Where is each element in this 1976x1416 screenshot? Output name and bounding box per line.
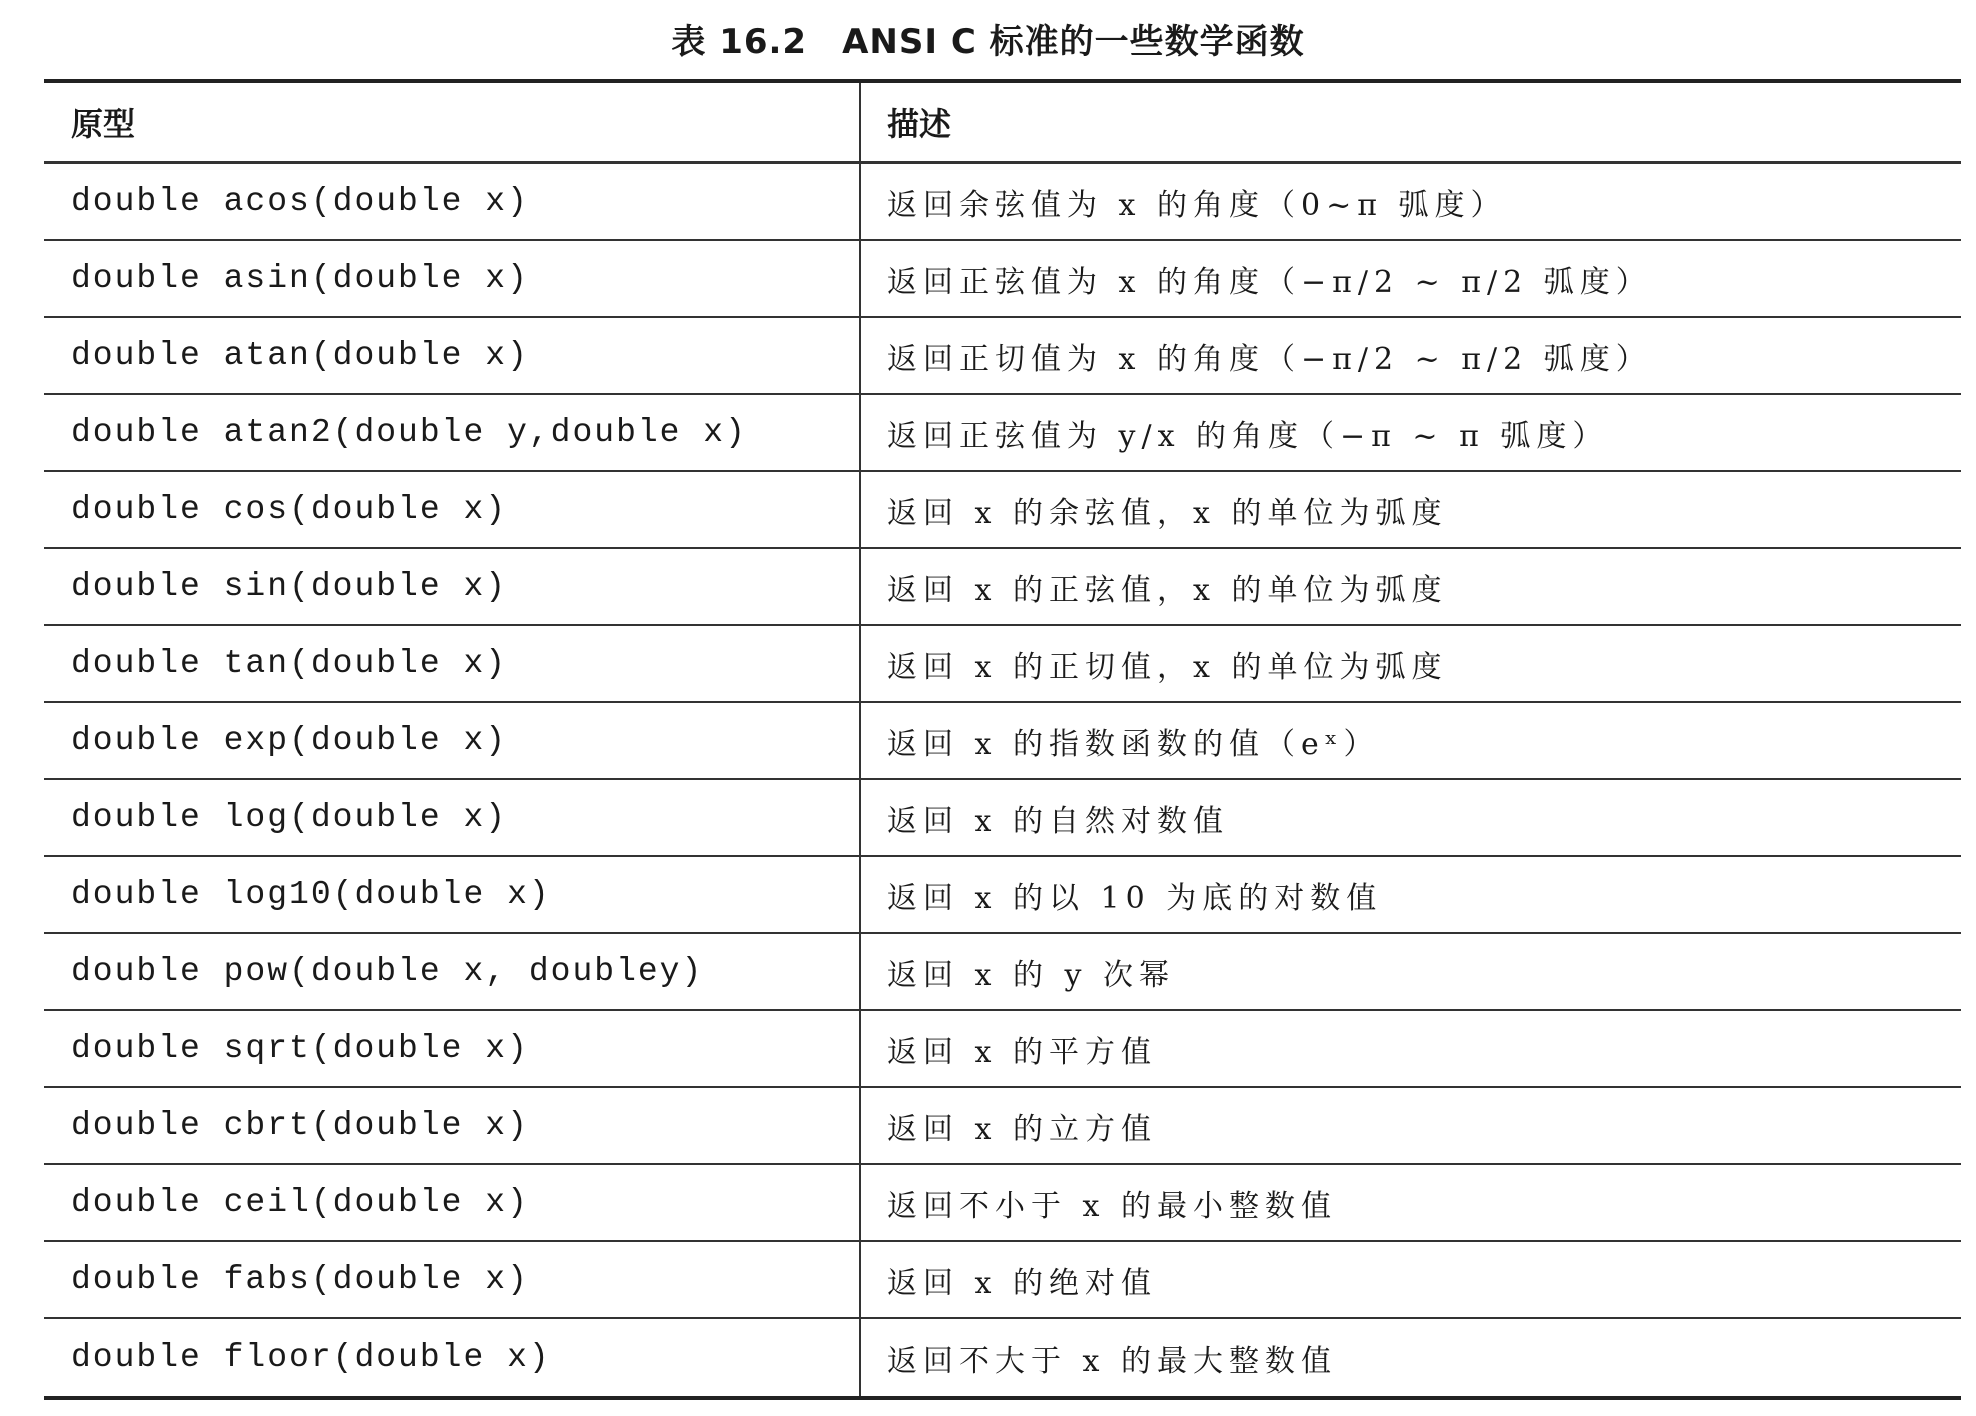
- description-text: 返回 x 的立方值: [887, 1111, 1157, 1147]
- prototype-text: double ceil(double x): [71, 1184, 529, 1221]
- description-cell: [861, 1011, 1961, 1086]
- description-text: 返回 x 的绝对值: [887, 1265, 1157, 1301]
- prototype-cell: [44, 241, 861, 316]
- prototype-text: double log(double x): [71, 799, 508, 836]
- table-row: [44, 549, 1961, 626]
- description-cell: [861, 1242, 1961, 1317]
- prototype-cell: [44, 472, 861, 547]
- description-text: 返回 x 的自然对数值: [887, 803, 1229, 839]
- prototype-text: double cos(double x): [71, 491, 508, 528]
- description-text: 返回余弦值为 x 的角度（0~π 弧度）: [887, 187, 1507, 223]
- description-text: 返回 x 的指数函数的值（eˣ）: [887, 726, 1380, 762]
- prototype-text: double asin(double x): [71, 260, 529, 297]
- description-text: 返回正弦值为 x 的角度（−π/2 ~ π/2 弧度）: [887, 264, 1652, 300]
- table-row: [44, 395, 1961, 472]
- description-text: 返回 x 的 y 次幂: [887, 957, 1176, 993]
- description-text: 返回 x 的正切值，x 的单位为弧度: [887, 649, 1448, 685]
- prototype-text: double exp(double x): [71, 722, 508, 759]
- table-row: [44, 703, 1961, 780]
- table-header-row: [44, 83, 1961, 164]
- prototype-cell: [44, 318, 861, 393]
- table-row: [44, 1011, 1961, 1088]
- description-text: 返回 x 的余弦值，x 的单位为弧度: [887, 495, 1448, 531]
- prototype-text: double acos(double x): [71, 183, 529, 220]
- table-row: [44, 1088, 1961, 1165]
- table-row: [44, 934, 1961, 1011]
- description-cell: [861, 549, 1961, 624]
- prototype-text: double pow(double x, doubley): [71, 953, 704, 990]
- prototype-cell: [44, 549, 861, 624]
- table-row: [44, 626, 1961, 703]
- prototype-cell: [44, 857, 861, 932]
- table-row: [44, 472, 1961, 549]
- prototype-cell: [44, 703, 861, 778]
- header-prototype: 原型: [44, 83, 861, 161]
- math-functions-table: [44, 79, 1961, 1400]
- description-cell: [861, 241, 1961, 316]
- header-description: 描述: [887, 105, 952, 143]
- prototype-text: double cbrt(double x): [71, 1107, 529, 1144]
- prototype-cell: [44, 1011, 861, 1086]
- prototype-cell: [44, 934, 861, 1009]
- prototype-cell: [44, 780, 861, 855]
- description-cell: [861, 857, 1961, 932]
- description-cell: [861, 1319, 1961, 1396]
- table-row: [44, 857, 1961, 934]
- prototype-text: double sqrt(double x): [71, 1030, 529, 1067]
- description-cell: [861, 780, 1961, 855]
- prototype-cell: [44, 1088, 861, 1163]
- prototype-text: double tan(double x): [71, 645, 508, 682]
- table-row: [44, 164, 1961, 241]
- description-cell: [861, 1088, 1961, 1163]
- description-cell: [861, 472, 1961, 547]
- description-cell: [861, 626, 1961, 701]
- description-cell: [861, 164, 1961, 239]
- prototype-text: double sin(double x): [71, 568, 508, 605]
- description-text: 返回不大于 x 的最大整数值: [887, 1343, 1337, 1379]
- description-text: 返回不小于 x 的最小整数值: [887, 1188, 1337, 1224]
- table-row: [44, 318, 1961, 395]
- table-row: [44, 241, 1961, 318]
- prototype-text: double log10(double x): [71, 876, 551, 913]
- prototype-cell: [44, 395, 861, 470]
- description-cell: [861, 934, 1961, 1009]
- description-text: 返回正弦值为 y/x 的角度（−π ~ π 弧度）: [887, 418, 1609, 454]
- table-row: [44, 1165, 1961, 1242]
- description-text: 返回 x 的以 10 为底的对数值: [887, 880, 1383, 916]
- prototype-cell: [44, 1242, 861, 1317]
- description-cell: [861, 395, 1961, 470]
- table-row: [44, 780, 1961, 857]
- prototype-cell: [44, 626, 861, 701]
- prototype-cell: [44, 1165, 861, 1240]
- description-cell: [861, 1165, 1961, 1240]
- prototype-text: double floor(double x): [71, 1339, 551, 1376]
- prototype-text: double fabs(double x): [71, 1261, 529, 1298]
- prototype-text: double atan2(double y,double x): [71, 414, 747, 451]
- table-caption: 表 16.2 ANSI C 标准的一些数学函数: [671, 22, 1305, 62]
- description-text: 返回 x 的正弦值，x 的单位为弧度: [887, 572, 1448, 608]
- description-cell: [861, 318, 1961, 393]
- prototype-text: double atan(double x): [71, 337, 529, 374]
- description-text: 返回正切值为 x 的角度（−π/2 ~ π/2 弧度）: [887, 341, 1652, 377]
- table-row: [44, 1319, 1961, 1396]
- description-cell: [861, 703, 1961, 778]
- prototype-cell: [44, 1319, 861, 1396]
- prototype-cell: [44, 164, 861, 239]
- table-row: [44, 1242, 1961, 1319]
- description-text: 返回 x 的平方值: [887, 1034, 1157, 1070]
